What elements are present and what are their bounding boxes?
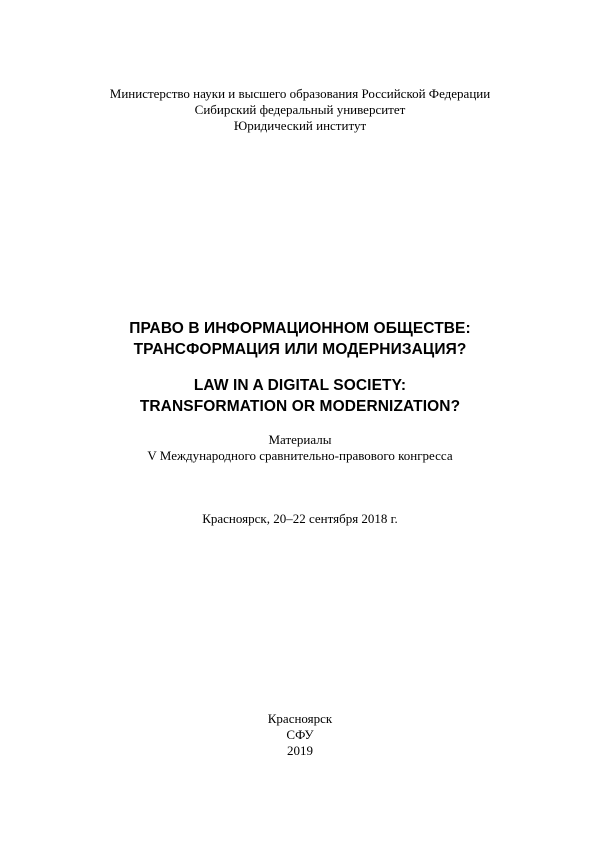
institute-line: Юридический институт bbox=[233, 118, 367, 133]
place-date-text: Красноярск, 20–22 сентября 2018 г. bbox=[202, 511, 398, 526]
title-russian bbox=[0, 318, 600, 360]
title-english-line-1: LAW IN A DIGITAL SOCIETY: bbox=[193, 377, 407, 394]
imprint-city: Красноярск bbox=[267, 711, 333, 726]
materials-label: Материалы bbox=[268, 432, 332, 447]
materials-subtitle bbox=[0, 432, 600, 464]
imprint-publisher: СФУ bbox=[286, 727, 314, 742]
title-russian-line-2: ТРАНСФОРМАЦИЯ ИЛИ МОДЕРНИЗАЦИЯ? bbox=[133, 341, 467, 358]
title-english bbox=[0, 375, 600, 417]
ministry-line: Министерство науки и высшего образования Российской Федерации bbox=[109, 86, 491, 101]
congress-name: V Международного сравнительно-правового конгресса bbox=[147, 448, 453, 463]
place-date bbox=[0, 511, 600, 527]
imprint bbox=[0, 711, 600, 759]
institution-header bbox=[0, 86, 600, 134]
title-english-line-2: TRANSFORMATION OR MODERNIZATION? bbox=[139, 398, 461, 415]
university-line: Сибирский федеральный университет bbox=[194, 102, 406, 117]
imprint-year: 2019 bbox=[287, 743, 313, 758]
title-russian-line-1: ПРАВО В ИНФОРМАЦИОННОМ ОБЩЕСТВЕ: bbox=[129, 320, 471, 337]
